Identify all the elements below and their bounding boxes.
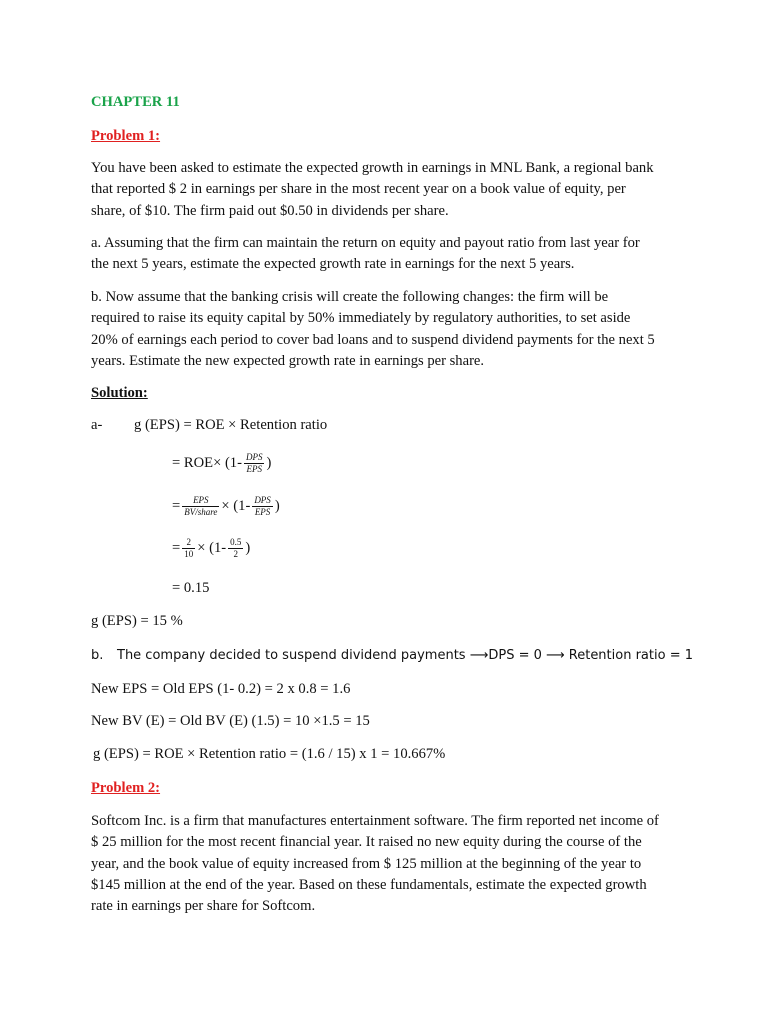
text-line: required to raise its equity capital by 50% immediately by regulatory authorities, to set aside: [91, 310, 631, 327]
problem-1-heading: Problem 1:: [91, 128, 161, 144]
text-line: year, and the book value of equity increased from $ 125 million at the beginning of the year to: [91, 855, 642, 872]
growth-result: g (EPS) = 15 %: [91, 613, 183, 629]
new-eps-line: New EPS = Old EPS (1- 0.2) = 2 x 0.8 = 1.6: [91, 681, 351, 697]
part-b-text: The company decided to suspend dividend payments ⟶DPS = 0 ⟶ Retention ratio = 1: [117, 648, 693, 663]
part-a-label: a-: [91, 417, 103, 433]
part-b-label: b.: [91, 648, 104, 663]
fraction-05-2: $\frac{0.5}{2}$: [230, 537, 242, 559]
new-bv-line: New BV (E) = Old BV (E) (1.5) = 10 ×1.5 = 15: [91, 713, 370, 729]
fraction-eps-bv: $\frac{\text{EPS}}{\text{BV/share}}$: [184, 495, 218, 517]
fraction-dps-eps: $\frac{\text{DPS}}{\text{EPS}}$: [245, 452, 263, 474]
text-line: $ 25 million for the most recent financial year. It raised no new equity during the course of the: [91, 834, 642, 851]
text-line: 20% of earnings each period to cover bad loans and to suspend dividend payments for the next 5: [91, 331, 655, 348]
text-line: You have been asked to estimate the expected growth in earnings in MNL Bank, a regional bank: [91, 160, 654, 176]
new-growth-line: g (EPS) = ROE × Retention ratio = (1.6 / 15) x 1 = 10.667%: [93, 746, 446, 762]
formula-step-3: = $\frac{2}{10}$ × (1- $\frac{0.5}{2}$ ): [172, 537, 251, 559]
solution-heading: Solution:: [91, 385, 148, 401]
problem-1-intro: [91, 158, 691, 222]
growth-formula: g (EPS) = ROE × Retention ratio: [134, 417, 328, 433]
fraction-dps-eps: $\frac{\text{DPS}}{\text{EPS}}$: [254, 495, 271, 517]
text-line: years. Estimate the new expected growth rate in earnings per share.: [91, 352, 485, 369]
problem-2-heading: Problem 2:: [91, 780, 161, 796]
text-line: the next 5 years, estimate the expected growth rate in earnings for the next 5 years.: [91, 256, 575, 273]
text-line: $145 million at the end of the year. Based on these fundamentals, estimate the expected growth: [91, 876, 647, 893]
text-line: that reported $ 2 in earnings per share in the most recent year on a book value of equity, per: [91, 181, 626, 198]
text-line: share, of $10. The firm paid out $0.50 in dividends per share.: [91, 202, 449, 219]
fraction-2-10: $\frac{2}{10}$: [184, 537, 194, 559]
formula-step-1: = ROE× (1- $\frac{\text{DPS}}{\text{EPS}}$ ): [172, 452, 272, 474]
problem-1-part-b: [91, 287, 691, 372]
problem-1-part-a: [91, 233, 691, 276]
text-line: Softcom Inc. is a firm that manufactures entertainment software. The firm reported net income of: [91, 813, 659, 829]
text-line: a. Assuming that the firm can maintain the return on equity and payout ratio from last year for: [91, 235, 640, 251]
text-line: rate in earnings per share for Softcom.: [91, 898, 316, 915]
formula-step-4: = 0.15: [172, 580, 210, 596]
text-line: b. Now assume that the banking crisis will create the following changes: the firm will be: [91, 289, 609, 305]
chapter-heading: CHAPTER 11: [91, 94, 180, 110]
problem-2-text: [91, 811, 691, 917]
formula-step-2: = $\frac{\text{EPS}}{\text{BV/share}}$ × (1- $\frac{\text{DPS}}{\text{EPS}}$ ): [172, 495, 280, 517]
